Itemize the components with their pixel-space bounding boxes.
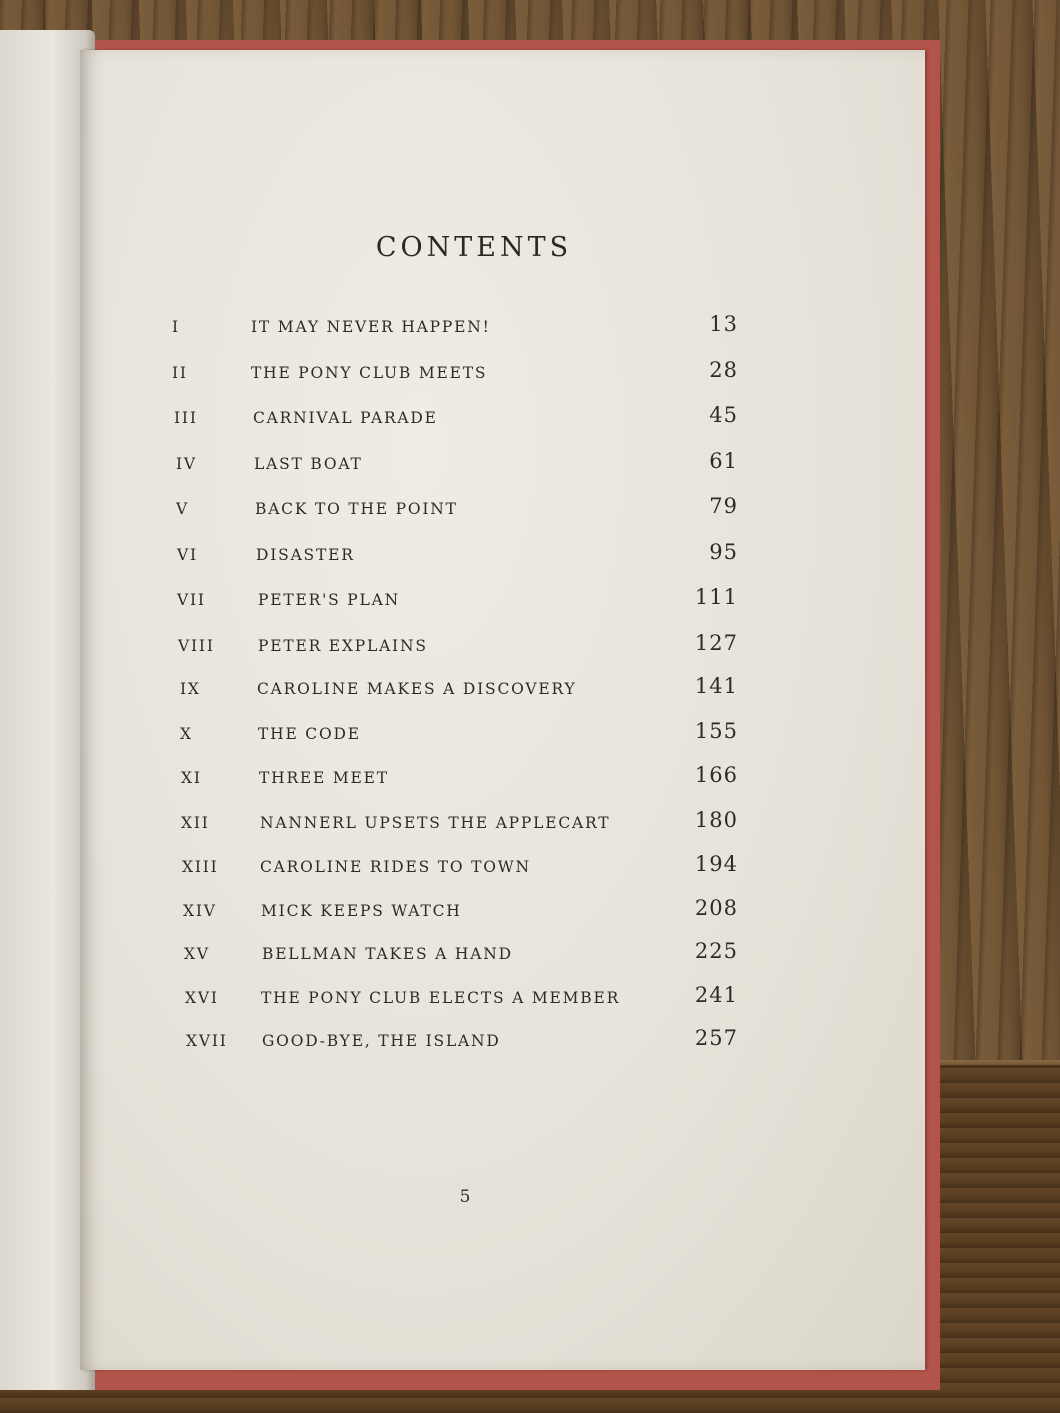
chapter-title: THE PONY CLUB MEETS	[251, 364, 488, 382]
chapter-page-number: 28	[709, 358, 738, 382]
chapter-page-number: 225	[694, 939, 738, 963]
chapter-numeral: XII	[181, 814, 210, 832]
chapter-title: BACK TO THE POINT	[255, 500, 458, 518]
chapter-numeral: IV	[176, 455, 197, 473]
chapter-title: THE PONY CLUB ELECTS A MEMBER	[261, 989, 621, 1007]
chapter-numeral: II	[172, 364, 188, 382]
chapter-title: CARNIVAL PARADE	[253, 409, 438, 427]
chapter-title: PETER'S PLAN	[258, 591, 400, 609]
chapter-numeral: V	[176, 500, 189, 518]
chapter-numeral: XVI	[185, 989, 219, 1007]
chapter-title: DISASTER	[256, 546, 355, 564]
page-title: CONTENTS	[375, 232, 573, 263]
chapter-title: GOOD-BYE, THE ISLAND	[262, 1032, 501, 1050]
chapter-page-number: 95	[709, 540, 738, 564]
chapter-title: IT MAY NEVER HAPPEN!	[251, 318, 491, 336]
chapter-numeral: VI	[177, 546, 198, 564]
chapter-page-number: 241	[694, 983, 738, 1007]
chapter-page-number: 141	[694, 674, 738, 698]
chapter-page-number: 257	[694, 1026, 738, 1050]
chapter-numeral: XIII	[182, 858, 219, 876]
chapter-title: PETER EXPLAINS	[258, 637, 428, 655]
chapter-numeral: VIII	[178, 637, 215, 655]
chapter-page-number: 61	[709, 449, 738, 473]
chapter-page-number: 166	[694, 763, 738, 787]
chapter-title: LAST BOAT	[254, 455, 363, 473]
chapter-title: MICK KEEPS WATCH	[261, 902, 462, 920]
chapter-numeral: IX	[180, 680, 201, 698]
page-number: 5	[459, 1187, 471, 1207]
chapter-numeral: XIV	[183, 902, 217, 920]
chapter-title: THREE MEET	[259, 769, 389, 787]
chapter-page-number: 111	[694, 585, 738, 609]
chapter-numeral: I	[172, 318, 180, 336]
chapter-title: BELLMAN TAKES A HAND	[262, 945, 513, 963]
chapter-page-number: 45	[709, 403, 738, 427]
chapter-numeral: XI	[181, 769, 202, 787]
chapter-title: THE CODE	[258, 725, 361, 743]
chapter-numeral: XV	[184, 945, 210, 963]
chapter-page-number: 194	[694, 852, 738, 876]
chapter-numeral: III	[174, 409, 198, 427]
chapter-numeral: XVII	[186, 1032, 228, 1050]
chapter-page-number: 79	[709, 494, 738, 518]
chapter-page-number: 155	[694, 719, 738, 743]
chapter-numeral: VII	[177, 591, 206, 609]
chapter-page-number: 180	[694, 808, 738, 832]
chapter-page-number: 208	[694, 896, 738, 920]
chapter-page-number: 13	[709, 312, 738, 336]
chapter-numeral: X	[180, 725, 193, 743]
chapter-page-number: 127	[694, 631, 738, 655]
chapter-title: CAROLINE RIDES TO TOWN	[260, 858, 531, 876]
chapter-title: CAROLINE MAKES A DISCOVERY	[257, 680, 577, 698]
chapter-title: NANNERL UPSETS THE APPLECART	[260, 814, 611, 832]
